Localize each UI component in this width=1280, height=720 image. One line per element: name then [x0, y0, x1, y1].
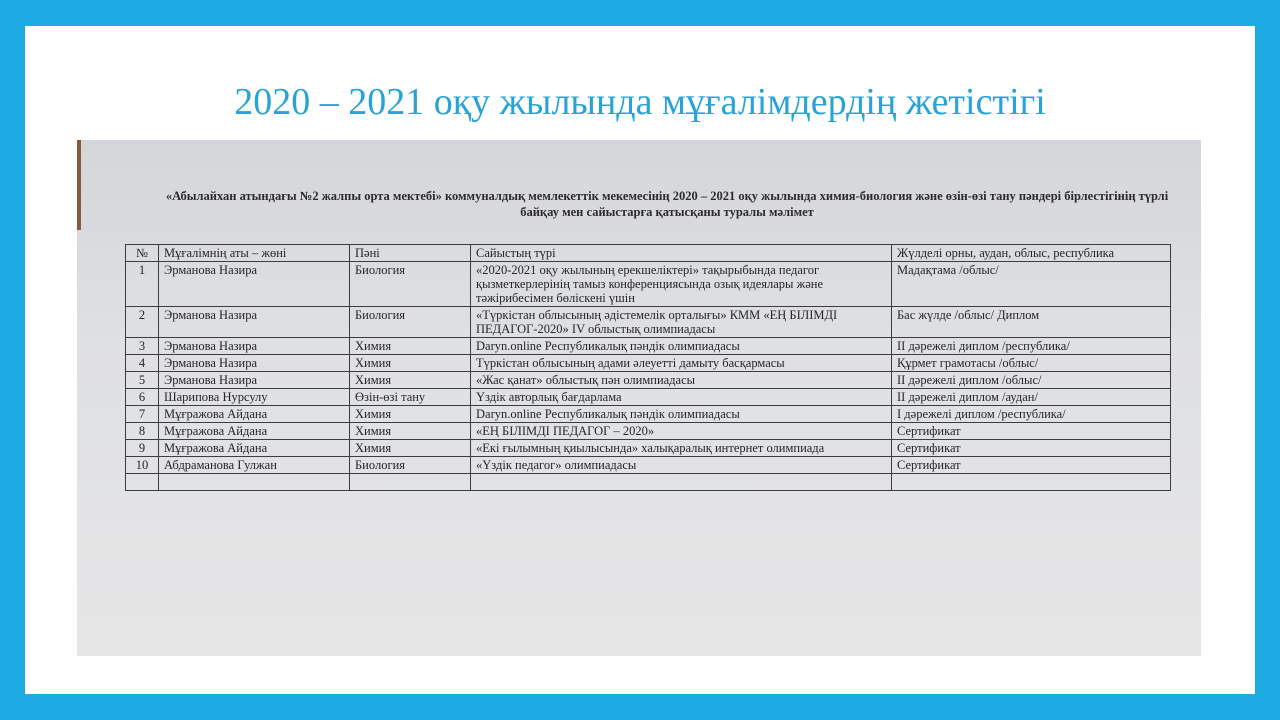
subject: Биология: [350, 457, 471, 474]
empty-cell: [126, 474, 159, 491]
subject: Химия: [350, 372, 471, 389]
award: Бас жүлде /облыс/ Диплом: [892, 307, 1171, 338]
subject: Өзін-өзі тану: [350, 389, 471, 406]
row-number: 7: [126, 406, 159, 423]
teacher-name: Эрманова Назира: [159, 372, 350, 389]
row-number: 10: [126, 457, 159, 474]
teacher-name: Шарипова Нурсулу: [159, 389, 350, 406]
column-header-award: Жүлделі орны, аудан, облыс, республика: [892, 245, 1171, 262]
award: II дәрежелі диплом /облыс/: [892, 372, 1171, 389]
row-number: 8: [126, 423, 159, 440]
table-row-empty: [126, 474, 1171, 491]
empty-cell: [471, 474, 892, 491]
subject: Химия: [350, 440, 471, 457]
slide-title: 2020 – 2021 оқу жылында мұғалімдердің жетістігі: [234, 81, 1046, 123]
column-header-competition: Сайыстың түрі: [471, 245, 892, 262]
teacher-name: Эрманова Назира: [159, 307, 350, 338]
award: II дәрежелі диплом /республика/: [892, 338, 1171, 355]
teacher-name: Мұғражова Айдана: [159, 406, 350, 423]
competition: «Түркістан облысының әдістемелік орталығы» КММ «ЕҢ БІЛІМДІ ПЕДАГОГ-2020» IV облыстық олимпиадасы: [471, 307, 892, 338]
column-header-number: №: [126, 245, 159, 262]
subject: Химия: [350, 423, 471, 440]
table-row: [126, 372, 1171, 389]
table-body: [126, 262, 1171, 491]
competition: «Екі ғылымның қиылысында» халықаралық интернет олимпиада: [471, 440, 892, 457]
column-header-teacher: Мұғалімнің аты – жөні: [159, 245, 350, 262]
table-row: [126, 355, 1171, 372]
document-heading: «Абылайхан атындағы №2 жалпы орта мектебі» коммуналдық мемлекеттік мекемесінің 2020 – 2021 оқу жылында химия-биология және өзін-өзі тану пәндері бірлестігінің түрлі байқау мен сайыстарға қатысқаны туралы мәлімет: [165, 189, 1169, 219]
award: II дәрежелі диплом /аудан/: [892, 389, 1171, 406]
competition: Daryn.online Республикалық пәндік олимпиадасы: [471, 406, 892, 423]
subject: Биология: [350, 307, 471, 338]
subject: Химия: [350, 406, 471, 423]
empty-cell: [892, 474, 1171, 491]
table-row: [126, 338, 1171, 355]
empty-cell: [350, 474, 471, 491]
table-row: [126, 440, 1171, 457]
award: I дәрежелі диплом /республика/: [892, 406, 1171, 423]
subject: Химия: [350, 355, 471, 372]
teacher-name: Эрманова Назира: [159, 355, 350, 372]
row-number: 2: [126, 307, 159, 338]
row-number: 4: [126, 355, 159, 372]
competition: «2020-2021 оқу жылының ерекшеліктері» тақырыбында педагог қызметкерлерінің тамыз конференциясында озық идеялары және тәжірибесімен бөліскені үшін: [471, 262, 892, 307]
award: Мадақтама /облыс/: [892, 262, 1171, 307]
competition: Үздік авторлық бағдарлама: [471, 389, 892, 406]
document-photo: [77, 140, 1201, 656]
table-row: [126, 262, 1171, 307]
teacher-name: Эрманова Назира: [159, 338, 350, 355]
row-number: 3: [126, 338, 159, 355]
award: Құрмет грамотасы /облыс/: [892, 355, 1171, 372]
column-header-subject: Пәні: [350, 245, 471, 262]
competition: «ЕҢ БІЛІМДІ ПЕДАГОГ – 2020»: [471, 423, 892, 440]
teacher-name: Абдраманова Гулжан: [159, 457, 350, 474]
row-number: 9: [126, 440, 159, 457]
table-row: [126, 457, 1171, 474]
teacher-name: Мұғражова Айдана: [159, 440, 350, 457]
table-row: [126, 406, 1171, 423]
row-number: 5: [126, 372, 159, 389]
table-row: [126, 389, 1171, 406]
row-number: 6: [126, 389, 159, 406]
table-row: [126, 307, 1171, 338]
competition: «Үздік педагог» олимпиадасы: [471, 457, 892, 474]
table-row: [126, 423, 1171, 440]
competition: «Жас қанат» облыстық пән олимпиадасы: [471, 372, 892, 389]
competition: Түркістан облысының адами әлеуетті дамыту басқармасы: [471, 355, 892, 372]
photo-edge-decoration: [77, 140, 81, 230]
teacher-name: Мұғражова Айдана: [159, 423, 350, 440]
competition: Daryn.online Республикалық пәндік олимпиадасы: [471, 338, 892, 355]
award: Сертификат: [892, 440, 1171, 457]
award: Сертификат: [892, 457, 1171, 474]
award: Сертификат: [892, 423, 1171, 440]
row-number: 1: [126, 262, 159, 307]
achievements-table: [125, 244, 1171, 491]
subject: Биология: [350, 262, 471, 307]
subject: Химия: [350, 338, 471, 355]
slide: [25, 26, 1255, 694]
table-header-row: [126, 245, 1171, 262]
teacher-name: Эрманова Назира: [159, 262, 350, 307]
empty-cell: [159, 474, 350, 491]
